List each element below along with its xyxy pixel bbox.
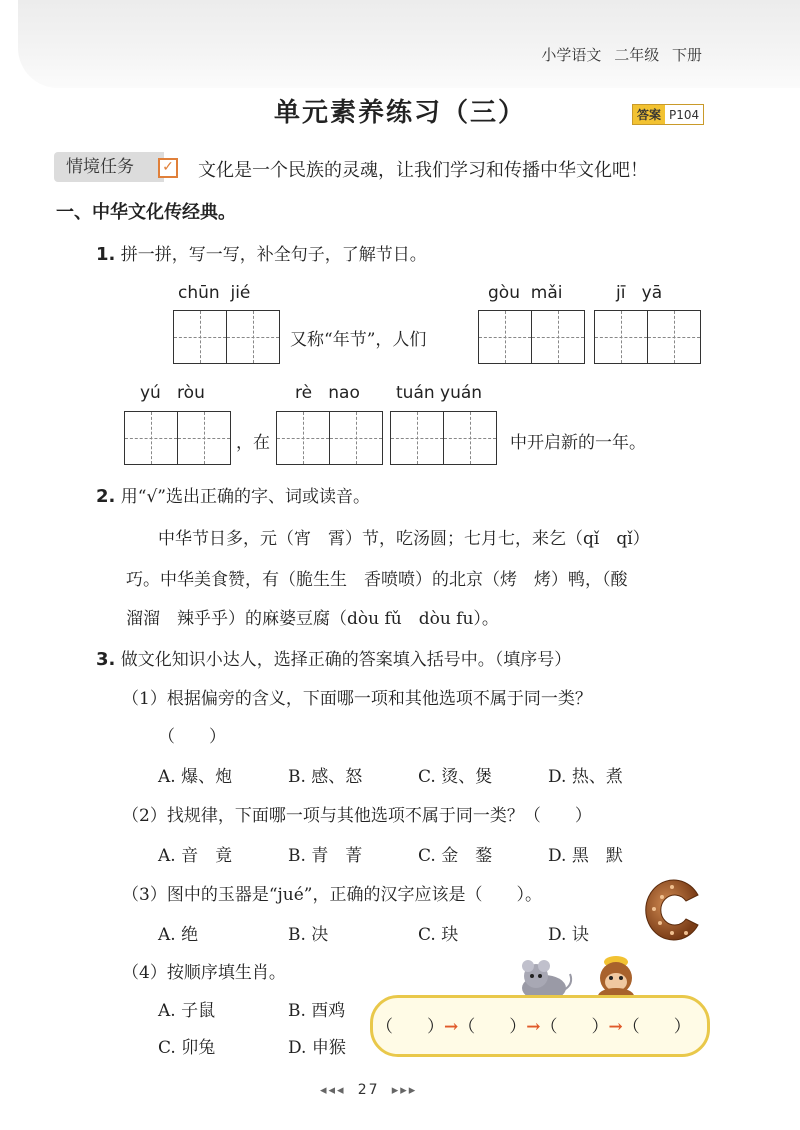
q3-p1-option-a: A. 爆、炮: [158, 767, 233, 787]
q3-p2-option-a: A. 音 竟: [158, 846, 233, 866]
q3-part-1-blank[interactable]: （ ）: [158, 727, 226, 747]
q3-p1-option-d: D. 热、煮: [548, 767, 623, 787]
writing-grid-tuanyuan[interactable]: [390, 411, 497, 465]
sequence-arrow-icon: →: [526, 1017, 541, 1037]
q3-p4-option-d: D. 申猴: [288, 1038, 346, 1058]
q3-part-3: （3）图中的玉器是“jué”，正确的汉字应该是（ ）。: [122, 885, 542, 905]
question-2-text: 用“√”选出正确的字、词或读音。: [120, 487, 370, 507]
writing-grid-chunjie[interactable]: [173, 310, 280, 364]
question-1-number: 1.: [96, 244, 116, 265]
answer-page: P104: [665, 107, 703, 123]
header-subject: 小学语文: [541, 46, 602, 64]
q3-part-4: （4）按顺序填生肖。: [122, 963, 286, 983]
header-subject-line: [541, 44, 702, 65]
q3-p2-option-b: B. 青 菁: [288, 846, 363, 866]
page-number: 27: [357, 1082, 380, 1098]
q3-p1-option-b: B. 感、怒: [288, 767, 363, 787]
q1-text-part1: 又称“年节”，人们: [290, 330, 427, 350]
prev-arrows-icon: ◂◂◂: [320, 1083, 346, 1098]
pinyin-yurou: yú ròu: [140, 383, 205, 403]
q3-p3-option-a: A. 绝: [158, 925, 199, 945]
task-text: 文化是一个民族的灵魂，让我们学习和传播中华文化吧！: [198, 160, 648, 181]
pinyin-chunjie: chūn jié: [178, 283, 251, 303]
q3-p4-option-c: C. 卯兔: [158, 1038, 216, 1058]
q3-p2-option-d: D. 黑 默: [548, 846, 623, 866]
header-volume: 下册: [671, 46, 702, 64]
question-3: [96, 645, 571, 670]
q3-part-2: （2）找规律，下面哪一项与其他选项不属于同一类？（ ）: [122, 806, 592, 826]
task-tag: 情境任务: [54, 152, 164, 182]
checkbox-icon: ✓: [158, 158, 178, 178]
question-3-text: 做文化知识小达人，选择正确的答案填入括号中。（填序号）: [120, 650, 572, 670]
writing-grid-jiya[interactable]: [594, 310, 701, 364]
q3-p1-option-c: C. 烫、煲: [418, 767, 493, 787]
answer-label: 答案: [633, 105, 665, 124]
jade-jue-icon: [642, 875, 708, 945]
pinyin-tuanyuan: tuán yuán: [396, 383, 483, 403]
sequence-arrow-icon: →: [444, 1017, 459, 1037]
writing-grid-renao[interactable]: [276, 411, 383, 465]
section-heading-1: 一、中华文化传经典。: [56, 202, 236, 223]
question-1: [96, 240, 427, 265]
q3-p3-option-d: D. 诀: [548, 925, 589, 945]
next-arrows-icon: ▸▸▸: [391, 1083, 418, 1098]
writing-grid-goumai[interactable]: [478, 310, 585, 364]
sequence-arrow-icon: →: [608, 1017, 623, 1037]
q1-text-part2: ，在: [236, 433, 270, 453]
q1-text-part3: 中开启新的一年。: [510, 433, 646, 453]
question-2: [96, 482, 370, 507]
q3-p3-option-c: C. 玦: [418, 925, 459, 945]
question-1-text: 拼一拼，写一写，补全句子，了解节日。: [120, 245, 427, 265]
zodiac-sequence-answer[interactable]: （ ）→（ ）→（ ）→（ ）: [376, 1017, 691, 1037]
page-footer: [320, 1082, 417, 1098]
q3-p4-option-a: A. 子鼠: [158, 1001, 216, 1021]
writing-grid-yurou[interactable]: [124, 411, 231, 465]
q2-line-1: 中华节日多，元（宵 霄）节，吃汤圆；七月七，来乞（qǐ qǐ）: [158, 529, 650, 549]
pinyin-jiya: jī yā: [616, 283, 663, 303]
pinyin-goumai: gòu mǎi: [488, 283, 563, 303]
q3-part-1: （1）根据偏旁的含义，下面哪一项和其他选项不属于同一类？: [122, 689, 592, 709]
question-3-number: 3.: [96, 649, 116, 670]
q3-p2-option-c: C. 金 鍪: [418, 846, 493, 866]
question-2-number: 2.: [96, 486, 116, 507]
answer-badge: [632, 104, 704, 125]
header-grade: 二年级: [614, 46, 660, 64]
q2-line-2: 巧。中华美食赞，有（脆生生 香喷喷）的北京（烤 烤）鸭，（酸: [126, 570, 628, 590]
q3-p3-option-b: B. 决: [288, 925, 329, 945]
page-title: 单元素养练习（三）: [273, 98, 526, 128]
pinyin-renao: rè nao: [295, 383, 360, 403]
q3-p4-option-b: B. 酉鸡: [288, 1001, 346, 1021]
q2-line-3: 溜溜 辣乎乎）的麻婆豆腐（dòu fǔ dòu fu）。: [126, 609, 499, 629]
